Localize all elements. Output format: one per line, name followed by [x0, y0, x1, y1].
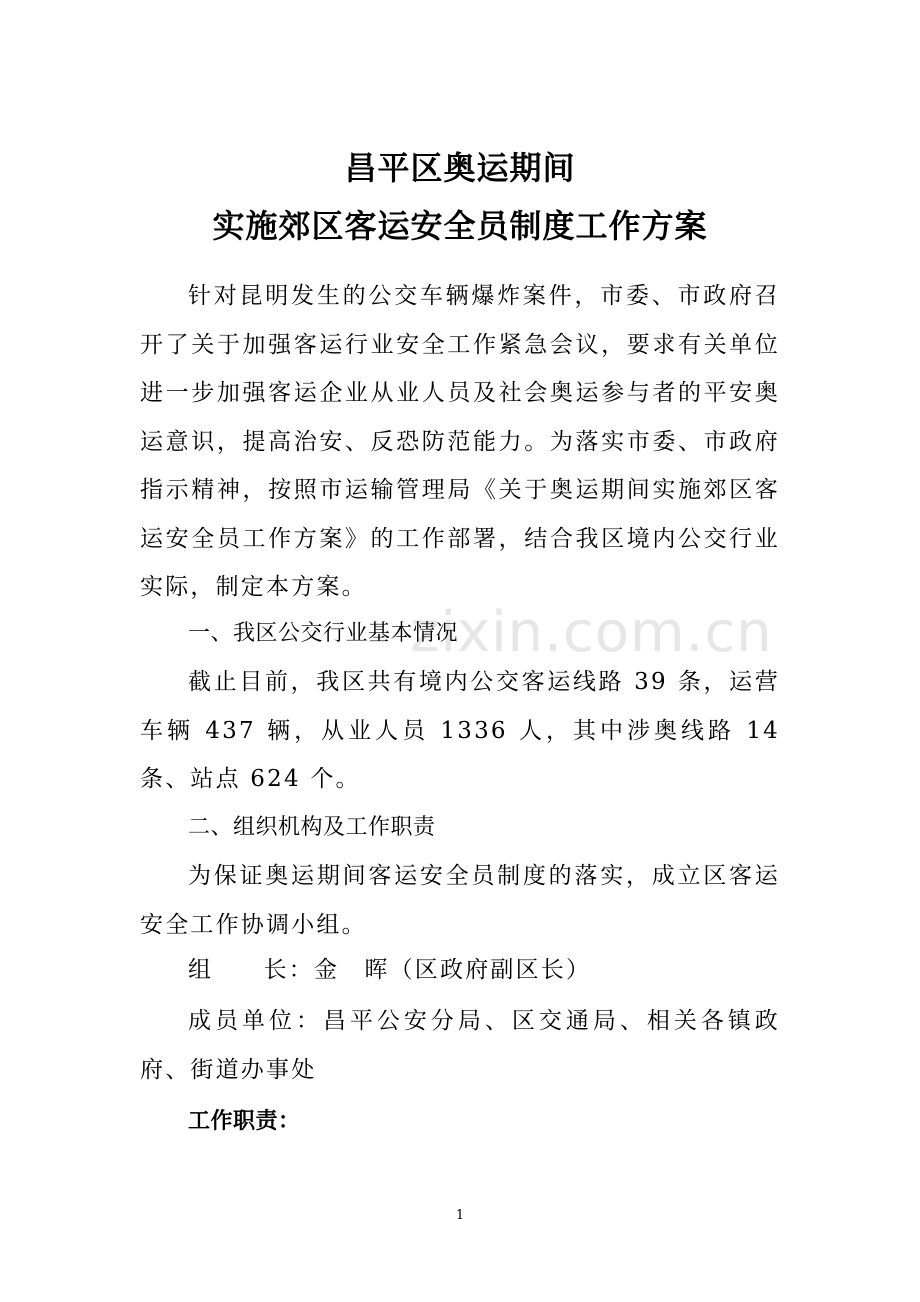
member-units-paragraph: 成员单位：昌平公安分局、区交通局、相关各镇政府、街道办事处: [140, 1008, 780, 1083]
intro-paragraph: 针对昆明发生的公交车辆爆炸案件，市委、市政府召开了关于加强客运行业安全工作紧急会议，要求有关单位进一步加强客运企业从业人员及社会奥运参与者的平安奥运意识，提高治安、反恐防范能力。为落实市委、市政府指示精神，按照市运输管理局《关于奥运期间实施郊区客运安全员工作方案》的工作部署，结合我区境内公交行业实际，制定本方案。: [140, 283, 780, 600]
section1-paragraph: 截止目前，我区共有境内公交客运线路 39 条，运营车辆 437 辆，从业人员 1336 人，其中涉奥线路 14 条、站点 624 个。: [140, 669, 780, 792]
leader-line: [188, 955, 591, 985]
document-title-line2: 实施郊区客运安全员制度工作方案: [212, 207, 708, 245]
leader-label: 组 长：: [188, 957, 314, 983]
section2-paragraph: 为保证奥运期间客运安全员制度的落实，成立区客运安全工作协调小组。: [140, 863, 780, 938]
section2-heading: 二、组织机构及工作职责: [188, 815, 436, 840]
leader-value: 金 晖（区政府副区长）: [314, 957, 592, 983]
duties-heading: 工作职责：: [188, 1109, 301, 1134]
section1-heading: 一、我区公交行业基本情况: [188, 621, 459, 646]
watermark: zixin.com.cn: [410, 600, 773, 665]
document-title-line1: 昌平区奥运期间: [344, 149, 576, 187]
page-number: 1: [455, 1208, 465, 1223]
